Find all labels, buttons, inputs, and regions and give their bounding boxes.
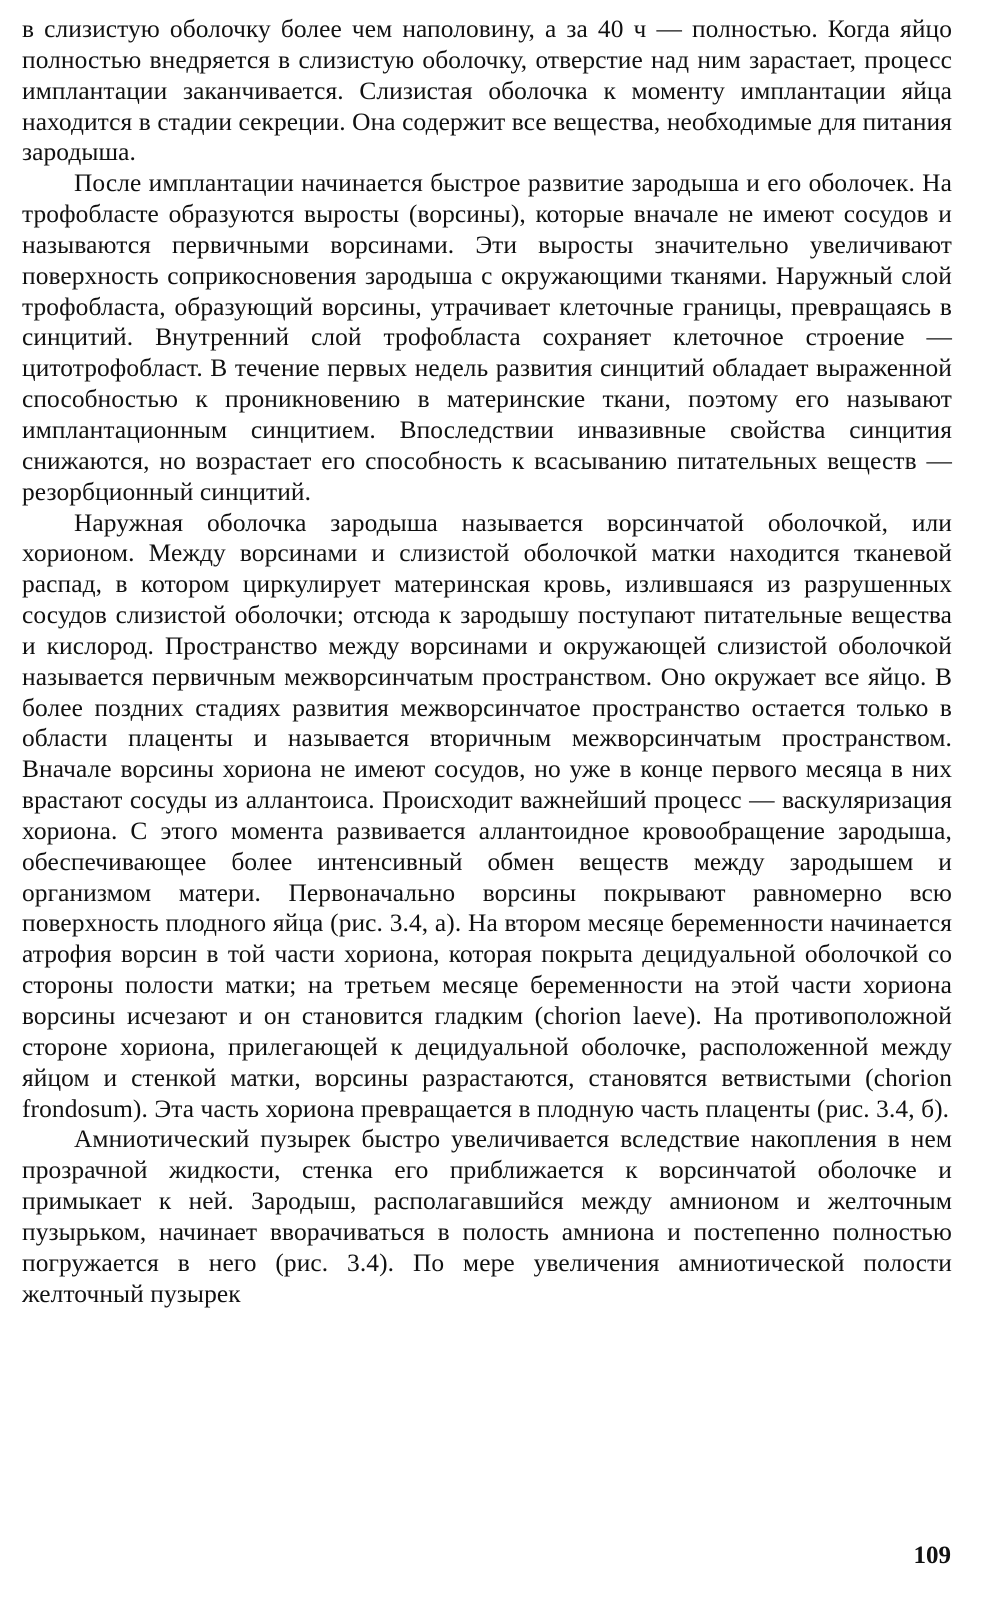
page-number: 109 (913, 1542, 951, 1569)
body-text (22, 14, 952, 1309)
paragraph-2: После имплантации начинается быстрое развитие зародыша и его оболочек. На трофобласте образуются выросты (ворсины), которые вначале не имеют сосудов и называются первичными ворсинами. Эти выросты значительно увеличивают поверхность соприкосновения зародыша с окружающими тканями. Наружный слой трофобласта, образующий ворсины, утрачивает клеточные границы, превращаясь в синцитий. Внутренний слой трофобласта сохраняет клеточное строение — цитотрофобласт. В течение первых недель развития синцитий обладает выраженной способностью к проникновению в материнские ткани, поэтому его называют имплантационным синцитием. Впоследствии инвазивные свойства синцития снижаются, но возрастает его способность к всасыванию питательных веществ — резорбционный синцитий. (22, 169, 952, 506)
paragraph-4: Амниотический пузырек быстро увеличивается вследствие накопления в нем прозрачной жидкости, стенка его приближается к ворсинчатой оболочке и примыкает к ней. Зародыш, располагавшийся между амнионом и желточным пузырьком, начинает вворачиваться в полость амниона и постепенно полностью погружается в него (рис. 3.4). По мере увеличения амниотической полости желточный пузырек (22, 1125, 952, 1308)
paragraph-1: в слизистую оболочку более чем наполовину, а за 40 ч — полностью. Когда яйцо полностью внедряется в слизистую оболочку, отверстие над ним зарастает, процесс имплантации заканчивается. Слизистая оболочка к моменту имплантации яйца находится в стадии секреции. Она содержит все вещества, необходимые для питания зародыша. (22, 15, 952, 167)
paragraph-3: Наружная оболочка зародыша называется ворсинчатой оболочкой, или хорионом. Между ворсинами и слизистой оболочкой матки находится тканевой распад, в котором циркулирует материнская кровь, излившаяся из разрушенных сосудов слизистой оболочки; отсюда к зародышу поступают питательные вещества и кислород. Пространство между ворсинами и окружающей слизистой оболочкой называется первичным межворсинчатым пространством. Оно окружает все яйцо. В более поздних стадиях развития межворсинчатое пространство остается только в области плаценты и называется вторичным межворсинчатым пространством. Вначале ворсины хориона не имеют сосудов, но уже в конце первого месяца в них врастают сосуды из аллантоиса. Происходит важнейший процесс — васкуляризация хориона. С этого момента развивается аллантоидное кровообращение зародыша, обеспечивающее более интенсивный обмен веществ между зародышем и организмом матери. Первоначально ворсины покрывают равномерно всю поверхность плодного яйца (рис. 3.4, а). На втором месяце беременности начинается атрофия ворсин в той части хориона, которая покрыта децидуальной оболочкой со стороны полости матки; на третьем месяце беременности на этой части хориона ворсины исчезают и он становится гладким (chorion laeve). На противоположной стороне хориона, прилегающей к децидуальной оболочке, расположенной между яйцом и стенкой матки, ворсины разрастаются, становятся ветвистыми (chorion frondosum). Эта часть хориона превращается в плодную часть плаценты (рис. 3.4, б). (22, 508, 952, 1123)
